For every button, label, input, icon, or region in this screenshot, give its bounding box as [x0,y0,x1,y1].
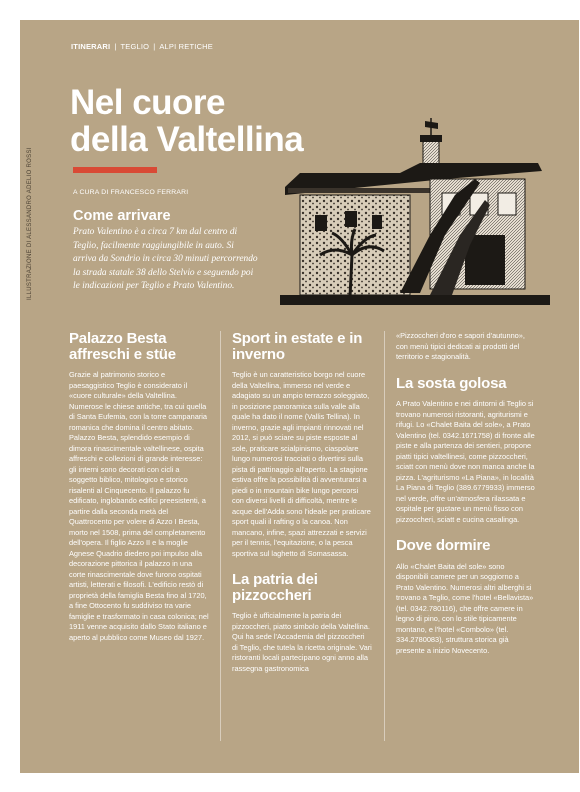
sosta-text: A Prato Valentino e nei dintorni di Teglio si trovano numerosi ristoranti, agriturismi e rifugi. Lo «Chalet Baita del sole», a Prato Valentino (tel. 0342.1671758) di fronte alle piste e alla partenza dei sentieri, propone piatti tipici valtellinesi, come pizzoccheri, sciatt con menù dove non manca anche la pizza. L'agriturismo «La Piana», in località La Piana di Teglio (389.6779933) immerso nel verde, offre un'atmosfera rilassata e ospitale per gustare un menù fisso con pizzoccheri, sciatt e cucina casalinga. [396,399,535,524]
illustration-credit: ILLUSTRAZIONE DI ALESSANDRO ADELIO ROSSI [27,147,33,300]
palazzo-heading: Palazzo Besta affreschi e stüe [69,330,176,363]
page-title-line2: della Valtellina [70,120,304,159]
author-byline: A CURA DI FRANCESCO FERRARI [73,189,189,196]
patria-text-continued: «Pizzoccheri d'oro e sapori d'autunno», con menù tipici dedicati ai prodotti del territorio e stagionalità. [396,331,525,361]
dormire-heading: Dove dormire [396,537,491,554]
breadcrumb [71,42,213,51]
dormire-text: Allo «Chalet Baita del sole» sono disponibili camere per un soggiorno a Prato Valentino. Numerosi altri alberghi si trovano a Teglio, come l'hotel «Bellavista» (tel. 0342.780116), che offre camere in legno di pino, con lo stile tipicamente montano, e l'hotel «Combolo» (tel. 334.2780083), struttura storica già presente a inizio Novecento. [396,561,534,655]
breadcrumb-area[interactable]: ALPI RETICHE [159,42,214,51]
patria-heading: La patria dei pizzoccheri [232,571,318,604]
column-sosta [396,331,536,669]
patria-text: Teglio è ufficialmente la patria dei pizzoccheri, piatto simbolo della Valtellina. Qui ha sede l'Accademia del pizzoccheri di Teglio, che tutela la ricetta originale. Vari ristoranti locali partecipano ogni anno alla rassegna gastronomica [232,611,372,673]
left-building [300,195,410,295]
breadcrumb-place[interactable]: TEGLIO [120,42,150,51]
accent-bar [73,167,157,173]
column-palazzo [69,331,209,656]
column-divider [384,331,385,741]
breadcrumb-separator: | [114,42,117,51]
sport-heading: Sport in estate e in inverno [232,330,363,363]
page-title [70,84,303,158]
column-divider [220,331,221,741]
arrive-text: Prato Valentino è a circa 7 km dal centro di Teglio, facilmente raggiungibile in auto. Si arriva da Sondrio in circa 30 minuti percorrendo la strada statale 38 dello Stelvio e seguendo poi le indicazioni per Teglio e Prato Valentino. [73,227,258,291]
palazzo-illustration [280,115,550,310]
breadcrumb-separator: | [153,42,156,51]
column-sport [232,331,372,687]
palazzo-text: Grazie al patrimonio storico e paesaggistico Teglio è considerato il «cuore culturale» della Valtellina. Numerose le chiese antiche, tra cui quella di Santa Eufemia, con la torre campanaria romanica che domina il centro abitato. Palazzo Besta, splendido esempio di dimora rinascimentale valtellinese, ospita affreschi e collezioni di grande interesse: gli interni sono decorati con cicli a soggetto biblico, mitologico e storico risalenti al Cinquecento. Il palazzo fu edificato, inglobando edifici preesistenti, a partire dalla seconda metà del Quattrocento per volere di Azzo I Besta, morto nel 1508, prima del completamento dell'opera. Il figlio Azzo II e la moglie Agnese Quadrio diedero poi impulso alla decorazione pittorica il palazzo in una corte rinascimentale dove furono ospitati artisti, letterati e filosofi. L'edificio restò di proprietà della famiglia Besta fino al 1720, a fine Ottocento fu suddiviso tra varie famiglie e trasformato in casa colonica; nel 1911 venne acquisito dallo Stato italiano e aperto al pubblico come Museo dal 1927. [69,370,209,642]
sport-text: Teglio è un caratteristico borgo nel cuore della Valtellina, immerso nel verde e adagiato su un ampio terrazzo soleggiato, in posizione panoramica sulla valle alla quale ha dato il nome (Vallis Tellina). In inverno, grazie agli impianti rinnovati nel 2012, si può sciare su piste esposte al sole, praticare scialpinismo, ciaspolare lungo numerosi tracciati o divertirsi sulla pista di pattinaggio all'aperto. La stagione estiva offre la possibilità di avventurarsi a piedi o in mountain bike lungo percorsi con diversi livelli di difficoltà, mentre le acque dell'Adda sono l'ideale per praticare sport quali il rafting o la canoa. Non mancano, infine, spazi attrezzati e servizi per il tennis, l'equitazione, o la pesca sportiva sul laghetto di Somasassa. [232,370,371,558]
breadcrumb-section[interactable]: ITINERARI [71,42,111,51]
arrive-heading: Come arrivare [73,208,171,224]
sosta-heading: La sosta golosa [396,374,507,392]
page-title-line1: Nel cuore [70,83,225,122]
